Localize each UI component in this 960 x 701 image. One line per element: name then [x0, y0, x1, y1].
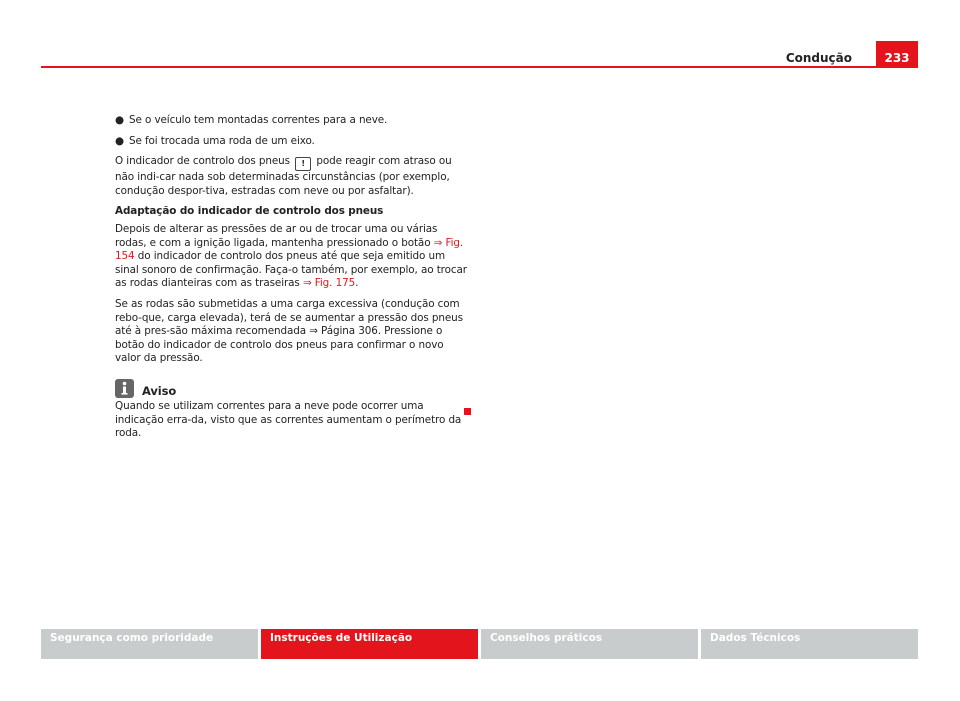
figure-link-154[interactable]: ⇒ Fig. 154: [115, 236, 464, 263]
note-header: [115, 379, 467, 398]
footer-tab-conselhos[interactable]: Conselhos práticos: [481, 629, 698, 659]
section-end-marker: [464, 408, 471, 415]
list-item: [115, 114, 467, 128]
tire-pressure-warning-icon: !: [295, 157, 311, 171]
footer-nav: [41, 629, 918, 659]
paragraph-text: O indicador de controlo dos pneus: [115, 155, 290, 168]
footer-tab-instrucoes[interactable]: Instruções de Utilização: [261, 629, 478, 659]
note-text: Quando se utilizam correntes para a neve pode ocorrer uma indicação erra-da, visto que as correntes aumentam o perímetro da roda.: [115, 399, 462, 440]
header-rule: [41, 66, 918, 68]
paragraph-adaptation: [115, 223, 467, 291]
info-icon: [115, 379, 134, 398]
paragraph-text: .: [355, 277, 359, 290]
paragraph-excess-load: Se as rodas são submetidas a uma carga excessiva (condução com rebo-que, carga elevada), terá de se aumentar a pressão dos pneus até à pres-são máxima recomendada ⇒ Página 306. Pressione o botão do indicador de controlo dos pneus para confirmar o novo valor da pressão.: [115, 297, 463, 365]
list-item: [115, 135, 467, 149]
list-item-text: Se o veículo tem montadas correntes para a neve.: [129, 114, 388, 126]
footer-tab-dados[interactable]: Dados Técnicos: [701, 629, 918, 659]
paragraph-tpms-delay: [115, 155, 467, 198]
figure-link-175[interactable]: ⇒ Fig. 175: [302, 277, 356, 290]
bullet-dot: ●: [115, 134, 124, 147]
bullet-dot: ●: [115, 114, 124, 126]
subheading: Adaptação do indicador de controlo dos pneus: [115, 205, 384, 218]
main-content: [115, 114, 467, 448]
page-number: 233: [876, 41, 918, 67]
paragraph-text: do indicador de controlo dos pneus até que seja emitido um sinal sonoro de confirmação. Faça-o também, por exemplo, ao trocar as rodas dianteiras com as traseiras: [115, 250, 467, 290]
paragraph-text: pode reagir com atraso ou não indi-car nada sob determinadas circunstâncias (por exemplo, condução despor-tiva, estradas com neve ou por asfaltar).: [115, 155, 452, 197]
paragraph-text: Depois de alterar as pressões de ar ou de trocar uma ou várias rodas, e com a ignição ligada, mantenha pressionado o botão: [115, 222, 438, 249]
list-item-text: Se foi trocada uma roda de um eixo.: [129, 134, 315, 147]
note-title: Aviso: [142, 383, 177, 398]
footer-tab-seguranca[interactable]: Segurança como prioridade: [41, 629, 258, 659]
section-title: Condução: [785, 51, 852, 65]
